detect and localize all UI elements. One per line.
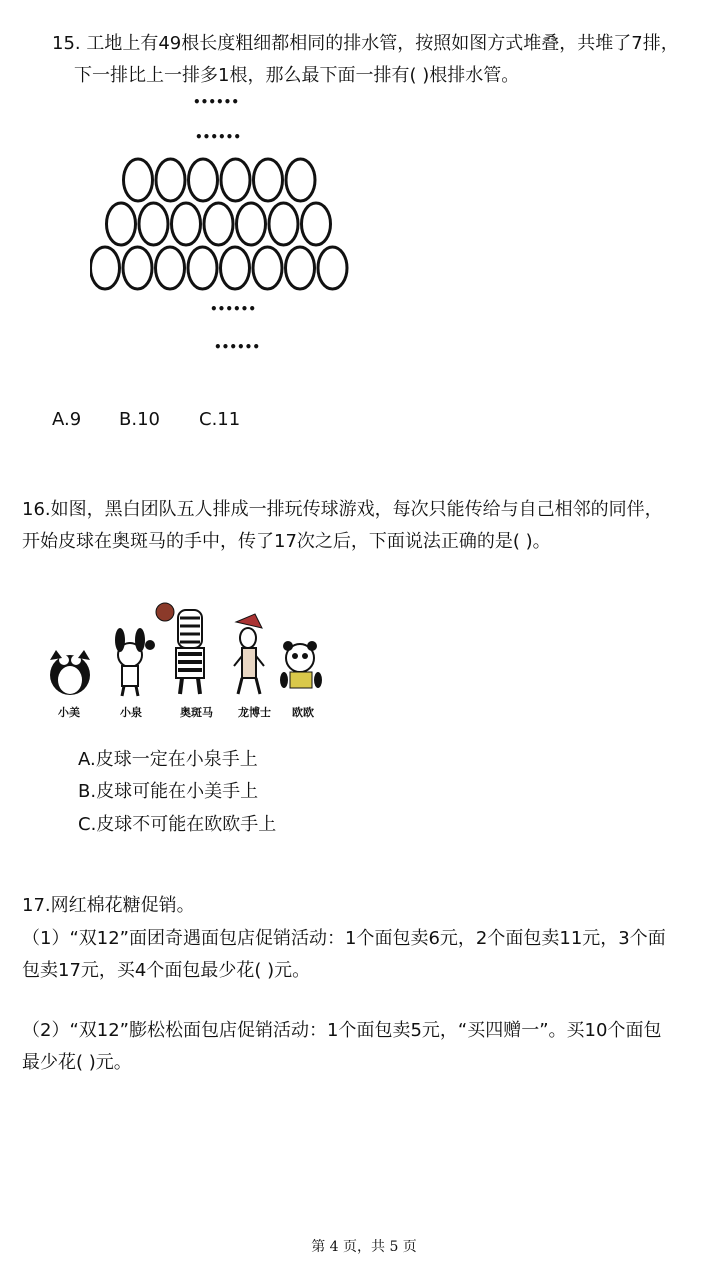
dinosaur-longboshi-icon [234,614,264,694]
q15-option-a: A.9 [52,409,82,430]
penguin-xiaomei-icon [50,650,90,695]
pipe [188,247,217,289]
q17-part1-line2: 包卖17元，买4个面包最少花( )元。 [22,960,311,981]
q15-dots-bottom-1: •••••• [210,302,257,316]
q16-option-a: A.皮球一定在小泉手上 [78,749,258,770]
pipe [123,247,152,289]
pipe [124,159,153,201]
q17-title: 17.网红棉花糖促销。 [22,895,195,916]
pipe [156,159,185,201]
pipe [91,247,120,289]
pipe [156,247,185,289]
q17-part1-line1: （1）“双12”面团奇遇面包店促销活动：1个面包卖6元，2个面包卖11元，3个面 [22,928,666,949]
q15-option-c: C.11 [199,409,241,430]
label-xiaoquan: 小泉 [120,706,142,719]
pipe [269,203,298,245]
q15-dots-top-1: •••••• [193,95,240,109]
pipe [237,203,266,245]
q15-dots-top-2: •••••• [195,130,242,144]
pipe [172,203,201,245]
pipe [107,203,136,245]
pipe [221,247,250,289]
q15-dots-bottom-2: •••••• [214,340,261,354]
zebra-aobanma-icon [156,603,204,694]
page-footer: 第 4 页，共 5 页 [311,1239,417,1255]
label-xiaomei: 小美 [58,706,80,719]
label-ouou: 欧欧 [292,706,314,719]
label-longboshi: 龙博士 [238,706,271,719]
dog-xiaoquan-icon [115,628,155,696]
pipe [221,159,250,201]
pipe [139,203,168,245]
pipe [286,247,315,289]
pipe [302,203,331,245]
q16-line1: 16.如图，黑白团队五人排成一排玩传球游戏，每次只能传给与自己相邻的同伴， [22,499,663,520]
q15-line1: 15. 工地上有49根长度粗细都相同的排水管，按照如图方式堆叠，共堆了7排， [52,33,679,54]
q17-part2-line2: 最少花( )元。 [22,1052,132,1073]
pipe [286,159,315,201]
q15-line2: 下一排比上一排多1根，那么最下面一排有( )根排水管。 [74,65,520,86]
characters-figure [40,600,340,700]
panda-ouou-icon [280,641,322,688]
q15-option-b: B.10 [119,409,160,430]
pipe-stack-figure [90,152,360,292]
q17-part2-line1: （2）“双12”膨松松面包店促销活动：1个面包卖5元，“买四赠一”。买10个面包 [22,1020,662,1041]
label-aobanma: 奥斑马 [180,706,213,719]
pipe [204,203,233,245]
pipe [254,159,283,201]
q16-option-c: C.皮球不可能在欧欧手上 [78,814,277,835]
q16-line2: 开始皮球在奥斑马的手中，传了17次之后，下面说法正确的是( )。 [22,531,551,552]
pipe [318,247,347,289]
q16-option-b: B.皮球可能在小美手上 [78,781,259,802]
pipe [189,159,218,201]
pipe [253,247,282,289]
